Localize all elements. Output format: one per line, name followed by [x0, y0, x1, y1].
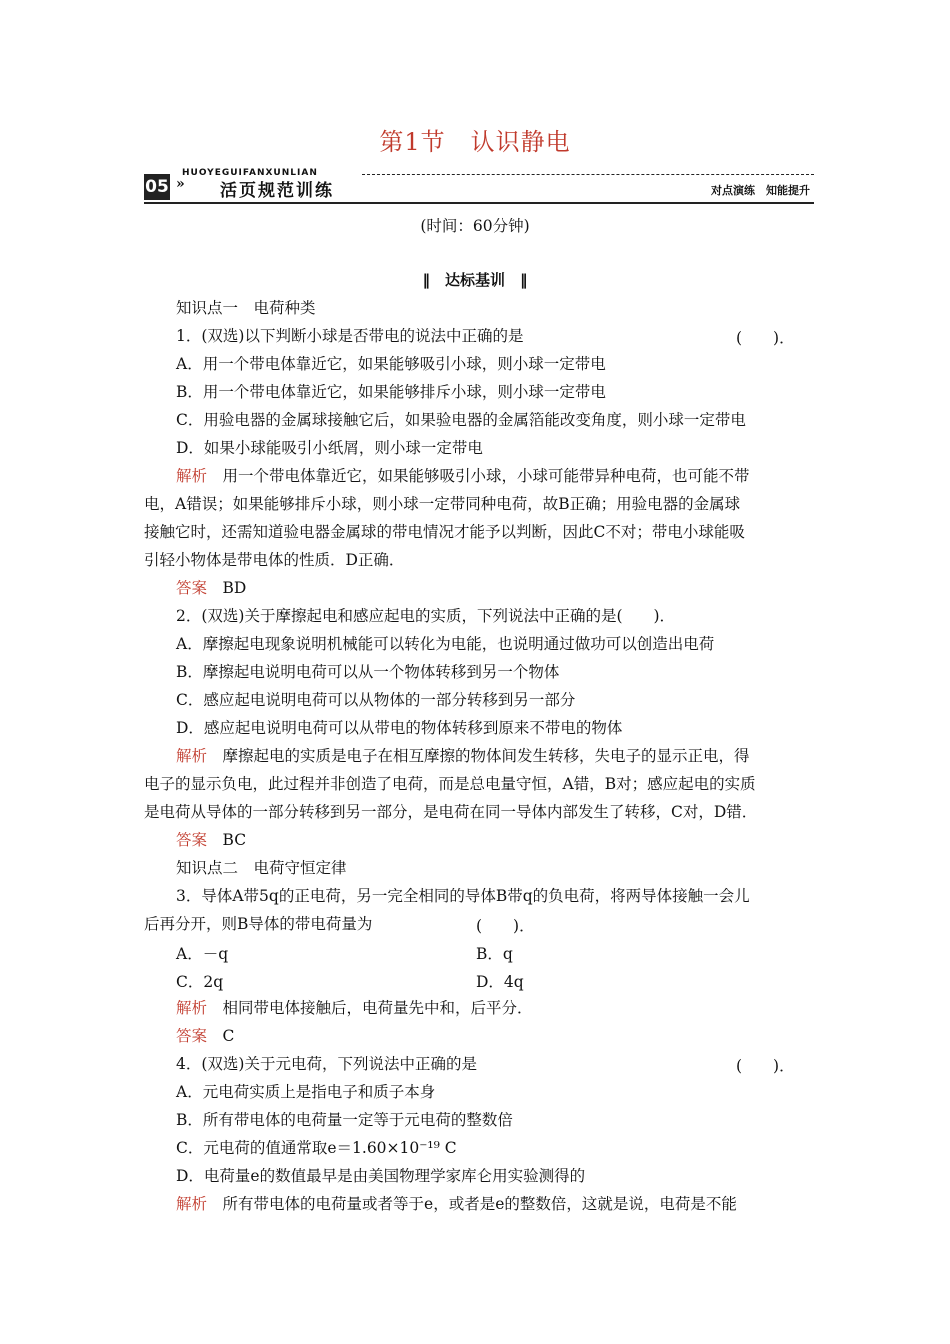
q3-option-d: D．4q — [476, 973, 524, 991]
section-heading: ‖ 达标基训 ‖ — [422, 271, 528, 289]
page-title: 第1节 认识静电 — [379, 128, 571, 156]
q4-bracket: ( )． — [736, 1057, 795, 1075]
q2-option-c: C．感应起电说明电荷可以从物体的一部分转移到另一部分 — [176, 691, 576, 709]
banner-underline — [144, 202, 814, 204]
banner-right-label: 对点演练 知能提升 — [711, 184, 810, 197]
q3-stem-line-1: 3．导体A带5q的正电荷，另一完全相同的导体B带q的负电荷，将两导体接触一会儿 — [176, 887, 750, 905]
q4-stem: 4．(双选)关于元电荷，下列说法中正确的是 — [176, 1055, 477, 1073]
q1-analysis-line-2: 电，A错误；如果能够排斥小球，则小球一定带同种电荷，故B正确；用验电器的金属球 — [144, 495, 741, 513]
double-chevron-icon: » — [176, 176, 185, 192]
q1-option-d: D．如果小球能吸引小纸屑，则小球一定带电 — [176, 439, 483, 457]
q4-option-d: D．电荷量e的数值最早是由美国物理学家库仑用实验测得的 — [176, 1167, 586, 1185]
banner-pinyin: HUOYEGUIFANXUNLIAN — [182, 168, 318, 178]
q3-answer-label: 答案 — [176, 1027, 208, 1045]
q3-option-a: A．－q — [176, 945, 229, 963]
q4-option-c: C．元电荷的值通常取e＝1.60×10⁻¹⁹ C — [176, 1139, 457, 1157]
q3-option-c: C．2q — [176, 973, 224, 991]
q1-answer: 答案 BD — [176, 579, 247, 597]
q1-option-a: A．用一个带电体靠近它，如果能够吸引小球，则小球一定带电 — [176, 355, 606, 373]
q4-analysis-line-1: 解析 所有带电体的电荷量或者等于e，或者是e的整数倍，这就是说，电荷是不能 — [176, 1195, 737, 1213]
q3-bracket: ( )． — [476, 917, 535, 935]
section-banner — [144, 168, 814, 206]
q1-analysis-line-3: 接触它时，还需知道验电器金属球的带电情况才能予以判断，因此C不对；带电小球能吸 — [144, 523, 745, 541]
q2-analysis-label: 解析 — [176, 747, 208, 765]
q2-analysis-line-1: 解析 摩擦起电的实质是电子在相互摩擦的物体间发生转移，失电子的显示正电，得 — [176, 747, 750, 765]
q2-option-a: A．摩擦起电现象说明机械能可以转化为电能，也说明通过做功可以创造出电荷 — [176, 635, 715, 653]
q3-stem-line-2: 后再分开，则B导体的带电荷量为 — [144, 915, 373, 933]
banner-number: 05 — [144, 174, 170, 200]
q3-option-b: B．q — [476, 945, 513, 963]
q2-stem: 2．(双选)关于摩擦起电和感应起电的实质，下列说法中正确的是( )． — [176, 607, 676, 625]
banner-label: 活页规范训练 — [220, 181, 334, 201]
knowledge-point-1: 知识点一 电荷种类 — [176, 299, 316, 317]
banner-dash-divider — [362, 174, 814, 175]
q3-answer: 答案 C — [176, 1027, 235, 1045]
q1-bracket: ( )． — [736, 329, 795, 347]
q4-analysis-label: 解析 — [176, 1195, 208, 1213]
q2-answer-label: 答案 — [176, 831, 208, 849]
q2-analysis-line-2: 电子的显示负电，此过程并非创造了电荷，而是总电量守恒，A错，B对；感应起电的实质 — [144, 775, 756, 793]
q2-option-b: B．摩擦起电说明电荷可以从一个物体转移到另一个物体 — [176, 663, 560, 681]
q2-analysis-line-3: 是电荷从导体的一部分转移到另一部分，是电荷在同一导体内部发生了转移，C对，D错． — [144, 803, 758, 821]
q4-option-a: A．元电荷实质上是指电子和质子本身 — [176, 1083, 436, 1101]
q1-analysis-line-4: 引轻小物体是带电体的性质．D正确． — [144, 551, 405, 569]
q1-analysis-line-1: 解析 用一个带电体靠近它，如果能够吸引小球，小球可能带异种电荷，也可能不带 — [176, 467, 750, 485]
q3-analysis-label: 解析 — [176, 999, 208, 1017]
q1-stem: 1．(双选)以下判断小球是否带电的说法中正确的是 — [176, 327, 524, 345]
q1-analysis-label: 解析 — [176, 467, 208, 485]
q3-analysis-line-1: 解析 相同带电体接触后，电荷量先中和，后平分． — [176, 999, 533, 1017]
knowledge-point-2: 知识点二 电荷守恒定律 — [176, 859, 347, 877]
q1-answer-label: 答案 — [176, 579, 208, 597]
q4-option-b: B．所有带电体的电荷量一定等于元电荷的整数倍 — [176, 1111, 513, 1129]
q2-answer: 答案 BC — [176, 831, 247, 849]
q1-option-c: C．用验电器的金属球接触它后，如果验电器的金属箔能改变角度，则小球一定带电 — [176, 411, 746, 429]
q1-option-b: B．用一个带电体靠近它，如果能够排斥小球，则小球一定带电 — [176, 383, 606, 401]
time-note: (时间：60分钟) — [420, 217, 530, 235]
q2-option-d: D．感应起电说明电荷可以从带电的物体转移到原来不带电的物体 — [176, 719, 623, 737]
